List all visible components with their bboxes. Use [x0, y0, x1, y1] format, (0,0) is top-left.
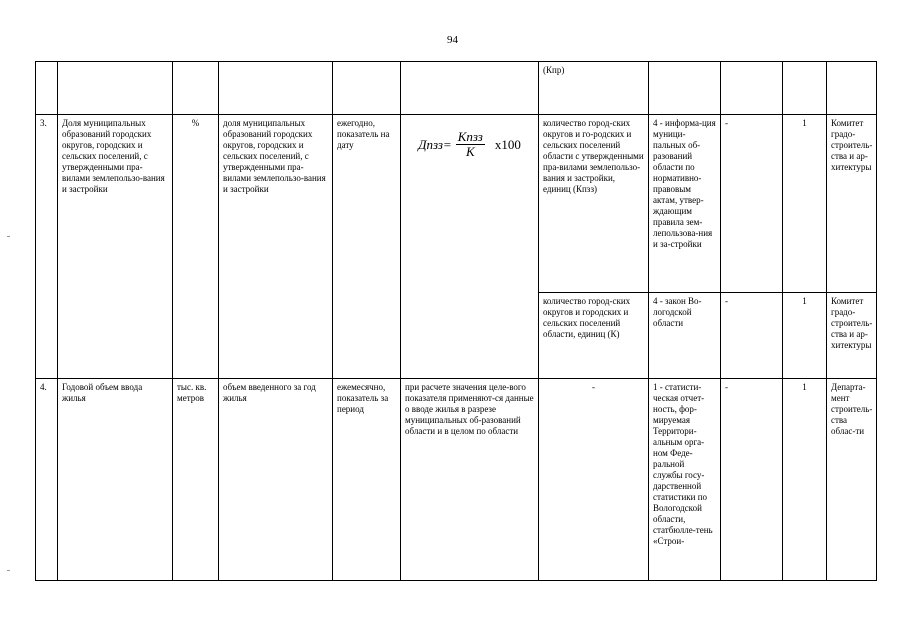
scan-edge-mark	[7, 236, 10, 237]
formula-fraction	[456, 130, 485, 159]
formula-multiplier: х100	[494, 137, 521, 152]
dash-cell: -	[721, 293, 783, 379]
continuation-row	[36, 62, 877, 115]
cell-empty	[173, 62, 219, 115]
indicator-name: Доля муниципальных образований городских округов, городских и сельских поселений, с утвержденными пра-вилами землепользо-вания и застройки	[58, 115, 173, 379]
dash-cell: -	[721, 379, 783, 581]
indicator-definition: объем введенного за год жилья	[219, 379, 333, 581]
level-cell: 1	[783, 115, 827, 293]
base-indicator: -	[539, 379, 649, 581]
responsible-body: Комитет градо-строитель-ства и ар-хитектуры	[827, 115, 877, 293]
cell-empty	[783, 62, 827, 115]
table-row	[36, 379, 877, 581]
table-row	[36, 115, 877, 293]
cell-empty	[721, 62, 783, 115]
cell-empty	[219, 62, 333, 115]
unit: тыс. кв. метров	[173, 379, 219, 581]
row-number: 4.	[36, 379, 58, 581]
indicators-table	[35, 61, 877, 581]
periodicity: ежемесячно, показатель за период	[333, 379, 401, 581]
indicator-definition: доля муниципальных образований городских округов, городских и сельских поселений, с утвержденными пра-вилами землепользо-вания и застройки	[219, 115, 333, 379]
indicator-name: Годовой объем ввода жилья	[58, 379, 173, 581]
cell-empty	[333, 62, 401, 115]
data-source: 4 - закон Во-логодской области	[649, 293, 721, 379]
continuation-indicator-cell: (Кпр)	[539, 62, 649, 115]
dash-cell: -	[721, 115, 783, 293]
calculation-method: при расчете значения целе-вого показателя применяют-ся данные о вводе жилья в разрезе муниципальных об-разований области и в целом по области	[401, 379, 539, 581]
level-cell: 1	[783, 379, 827, 581]
row-number: 3.	[36, 115, 58, 379]
cell-empty	[36, 62, 58, 115]
formula-numerator: Кпзз	[457, 129, 483, 144]
scan-edge-mark	[7, 570, 10, 571]
formula-cell	[401, 115, 539, 379]
data-source: 4 - информа-ция муници-пальных об-разований области по нормативно-правовым актам, утвер-ждающим правила зем-лепользова-ния и за-стройки	[649, 115, 721, 293]
responsible-body: Комитет градо-строитель-ства и ар-хитектуры	[827, 293, 877, 379]
formula	[405, 130, 534, 159]
data-source: 1 - статисти-ческая отчет-ность, фор-мируемая Территори-альным орга-ном Феде-ральной службы госу-дарственной статистики по Вологодской области, статбюлле-тень «Строи-	[649, 379, 721, 581]
responsible-body: Департа-мент строитель-ства облас-ти	[827, 379, 877, 581]
periodicity: ежегодно, показатель на дату	[333, 115, 401, 379]
formula-lhs: Дпзз=	[418, 137, 452, 152]
page-number: 94	[447, 34, 458, 46]
base-indicator: количество город-ских округов и го-родских и сельских поселений области с утвержденными пра-вилами землепользо-вания и застройки, единиц (Кпзз)	[539, 115, 649, 293]
unit: %	[173, 115, 219, 379]
cell-empty	[58, 62, 173, 115]
cell-empty	[827, 62, 877, 115]
formula-denominator: К	[465, 144, 475, 159]
base-indicator: количество город-ских округов и городских и сельских поселений области, единиц (К)	[539, 293, 649, 379]
cell-empty	[649, 62, 721, 115]
level-cell: 1	[783, 293, 827, 379]
cell-empty	[401, 62, 539, 115]
